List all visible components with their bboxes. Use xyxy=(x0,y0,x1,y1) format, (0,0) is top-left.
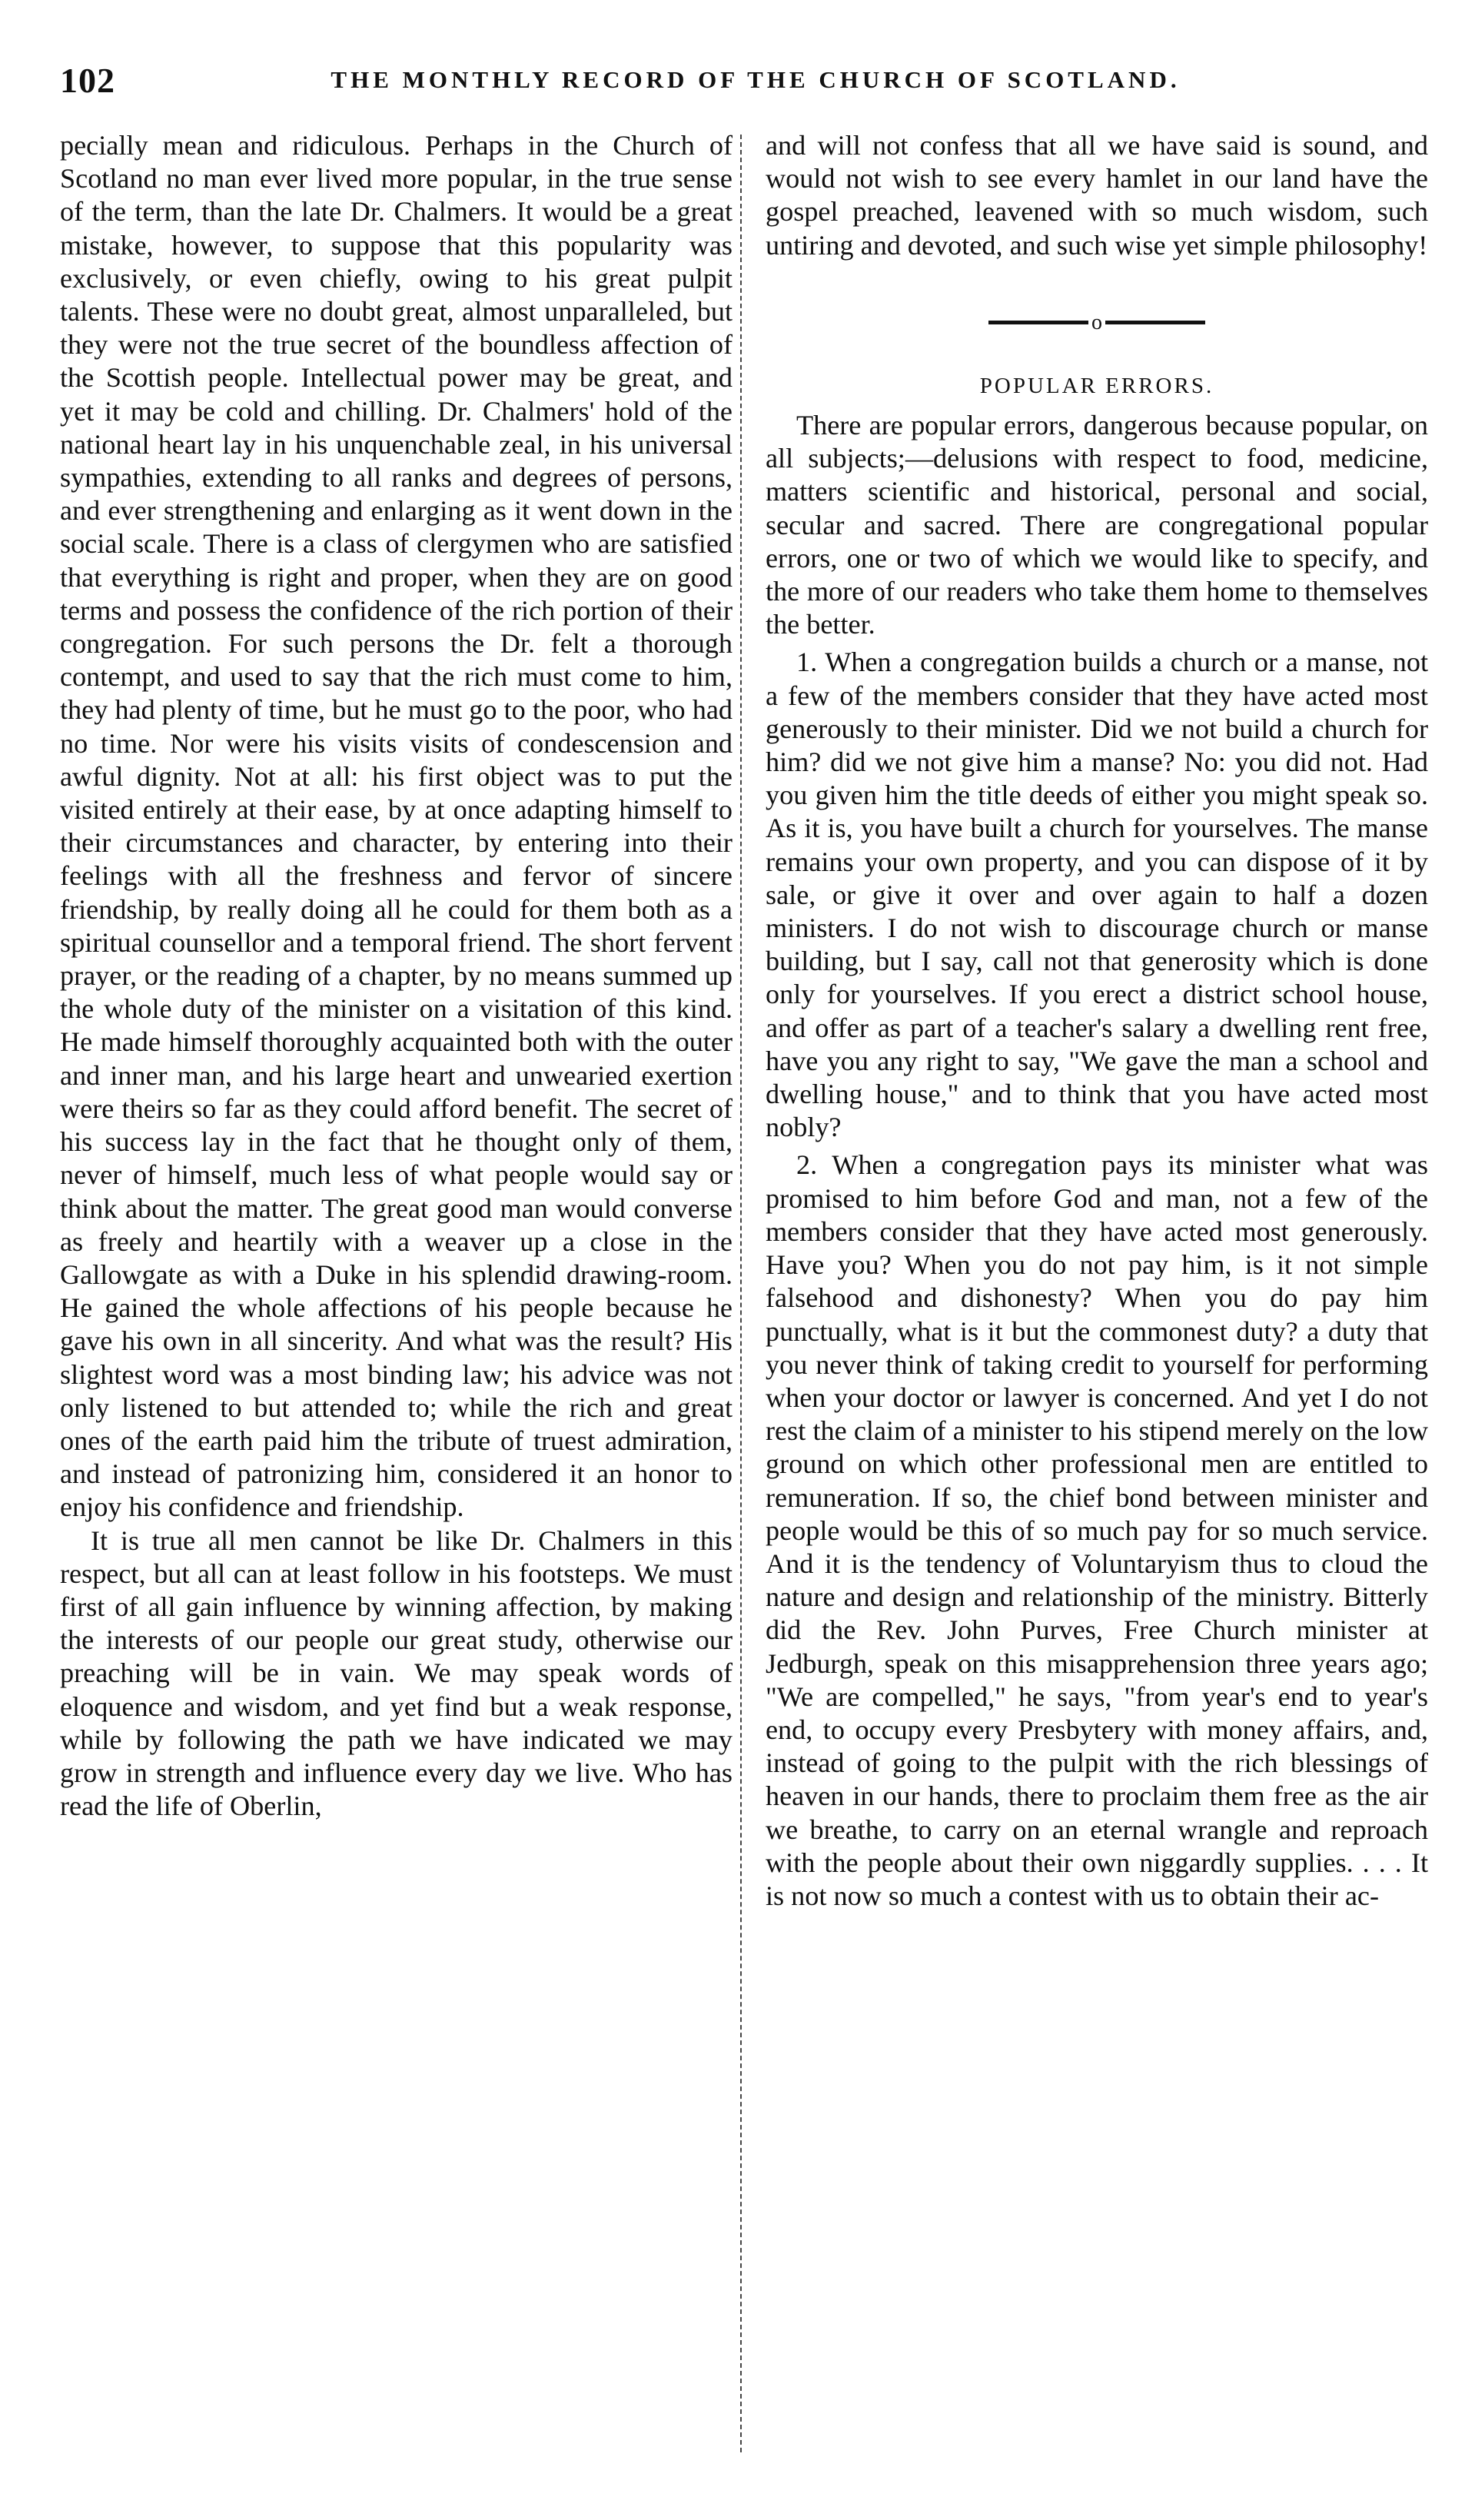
right-paragraph: 1. When a congregation builds a church or a manse, not a few of the members consider that they have acted most generously to their minister. Did we not build a church for him? did we not give him a manse? No: you did not. Had you given him the title deeds of either you might speak so. As it is, you have built a church for yourselves. The manse remains your own property, and you can dispose of it by sale, or give it over and over again to half a dozen ministers. I do not wish to discourage church or manse building, but I say, call not that generosity which is done only for yourselves. If you erect a district school house, and offer as part of a teacher's salary a dwelling rent free, have you any right to say, "We gave the man a school and dwelling house," and to think that you have acted most nobly? xyxy=(766,647,1428,1143)
right-column xyxy=(766,129,1428,2466)
column-divider xyxy=(740,135,742,2452)
ornament-rule-right xyxy=(1105,321,1205,324)
ornament-mark: o xyxy=(1091,310,1102,334)
section-title: POPULAR ERRORS. xyxy=(979,373,1214,398)
section-ornament xyxy=(766,296,1428,350)
page-header xyxy=(60,60,1405,114)
running-head: THE MONTHLY RECORD OF THE CHURCH OF SCOTLAND. xyxy=(331,66,1181,93)
page-number: 102 xyxy=(60,61,115,100)
ornament-rule-left xyxy=(988,321,1088,324)
left-paragraph: It is true all men cannot be like Dr. Chalmers in this respect, but all can at least follow in his footsteps. We must first of all gain influence by winning affection, by making the interests of our people our great study, otherwise our preaching will be in vain. We may speak words of eloquence and wisdom, and yet find but a weak response, while by following the path we have indicated we may grow in strength and influence every day we live. Who has read the life of Oberlin, xyxy=(60,1524,733,1822)
left-column xyxy=(60,129,733,2466)
right-paragraph-continued: and will not confess that all we have said is sound, and would not wish to see every hamlet in our land have the gospel preached, leavened with so much wisdom, such untiring and devoted, and such wise yet simple philosophy! xyxy=(766,130,1428,261)
left-paragraph-continued: pecially mean and ridiculous. Perhaps in the Church of Scotland no man ever lived more popular, in the true sense of the term, than the late Dr. Chalmers. It would be a great mistake, however, to suppose that this popularity was exclusively, or even chiefly, owing to his great pulpit talents. These were no doubt great, almost unparalleled, but they were not the true secret of the boundless affection of the Scottish people. Intellectual power may be great, and yet it may be cold and chilling. Dr. Chalmers' hold of the national heart lay in his unquenchable zeal, in his universal sympathies, extending to all ranks and degrees of persons, and ever strengthening and enlarging as it went down in the social scale. There is a class of clergymen who are satisfied that everything is right and proper, when they are on good terms and possess the confidence of the rich portion of their congregation. For such persons the Dr. felt a thorough contempt, and used to say that the rich must come to him, they had plenty of time, but he must go to the poor, who had no time. Nor were his visits visits of condescension and awful dignity. Not at all: his first object was to put the visited entirely at their ease, by at once adapting himself to their circumstances and character, by entering into their feelings with all the freshness and fervor of sincere friendship, by really doing all he could for them both as a spiritual counsellor and a temporal friend. The short fervent prayer, or the reading of a chapter, by no means summed up the whole duty of the minister on a visitation of this kind. He made himself thoroughly acquainted both with the outer and inner man, and his large heart and unwearied exertion were theirs so far as they could afford benefit. The secret of his success lay in the fact that he thought only of them, never of himself, much less of what people would say or think about the matter. The great good man would converse as freely and heartily with a weaver up a close in the Gallowgate as with a Duke in his splendid drawing-room. He gained the whole affections of his people because he gave his own in all sincerity. And what was the result? His slightest word was a most binding law; his advice was not only listened to but attended to; while the rich and great ones of the earth paid him the tribute of truest admiration, and instead of patronizing him, considered it an honor to enjoy his confidence and friendship. xyxy=(60,130,733,1523)
right-paragraph: There are popular errors, dangerous because popular, on all subjects;—delusions with respect to food, medicine, matters scientific and historical, personal and social, secular and sacred. There are congregational popular errors, one or two of which we would like to specify, and the more of our readers who take them home to themselves the better. xyxy=(766,410,1428,640)
right-paragraph: 2. When a congregation pays its minister what was promised to him before God and man, not a few of the members consider that they have acted most generously. Have you? When you do not pay him, is it not simple falsehood and dishonesty? When you do pay him punctually, what is it but the commonest duty? a duty that you never think of taking credit to yourself for performing when your doctor or lawyer is concerned. And yet I do not rest the claim of a minister to his stipend merely on the low ground on which other professional men are entitled to remuneration. If so, the chief bond between minister and people would be this of so much pay for so much service. And it is the tendency of Voluntaryism thus to cloud the nature and design and relationship of the ministry. Bitterly did the Rev. John Purves, Free Church minister at Jedburgh, speak on this misapprehension three years ago; "We are compelled," he says, "from year's end to year's end, to occupy every Presbytery with money affairs, and, instead of going to the pulpit with the rich blessings of heaven in our hands, there to proclaim them free as the air we breathe, to carry on an eternal wrangle and reproach with the people about their own niggardly supplies. . . . It is not now so much a contest with us to obtain their ac- xyxy=(766,1149,1428,1911)
